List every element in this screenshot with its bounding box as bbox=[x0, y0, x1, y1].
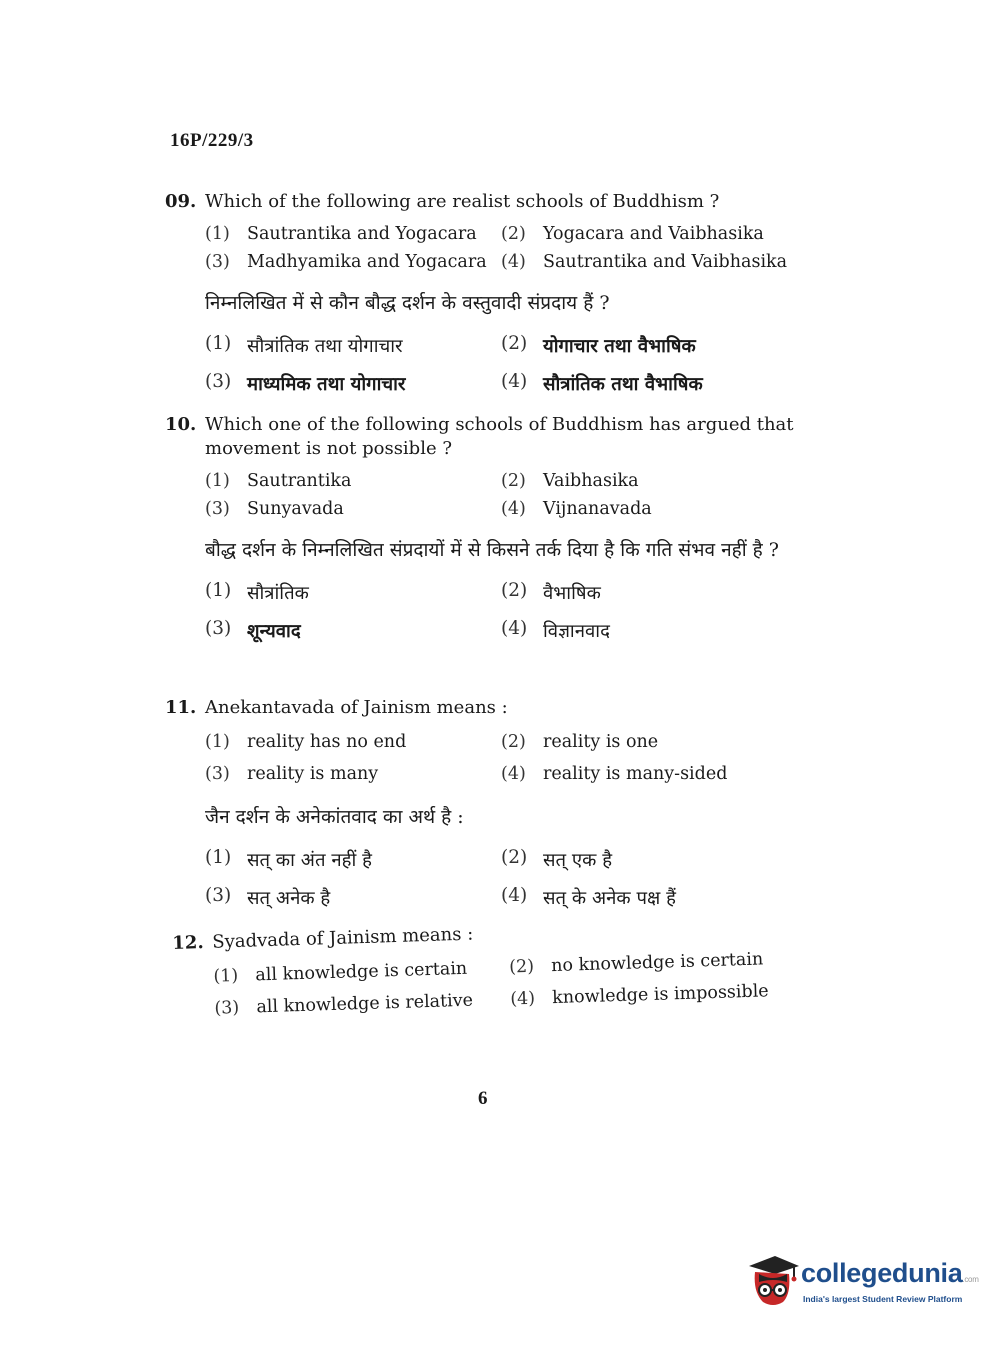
option-number: (1) bbox=[205, 332, 232, 354]
option-number: (2) bbox=[501, 224, 526, 244]
hindi-options bbox=[205, 573, 805, 649]
option-2 bbox=[501, 224, 797, 244]
option-number: (3) bbox=[214, 997, 240, 1019]
hindi-option-2 bbox=[501, 333, 797, 358]
option-text: सौत्रांतिक तथा योगाचार bbox=[247, 335, 403, 357]
options bbox=[205, 726, 805, 790]
option-text: Madhyamika and Yogacara bbox=[247, 252, 487, 272]
option-text: reality has no end bbox=[247, 732, 407, 752]
option-number: (1) bbox=[205, 471, 230, 491]
hindi-option-3 bbox=[205, 371, 501, 396]
collegedunia-logo bbox=[745, 1252, 979, 1312]
option-number: (1) bbox=[213, 965, 239, 987]
question-11 bbox=[165, 696, 805, 916]
option-number: (2) bbox=[501, 579, 528, 601]
option-4 bbox=[501, 499, 797, 519]
option-number: (4) bbox=[501, 252, 526, 272]
option-text: सत् के अनेक पक्ष हैं bbox=[543, 887, 676, 909]
question-10 bbox=[165, 413, 805, 649]
student-mascot-icon bbox=[745, 1252, 801, 1312]
option-text: विज्ञानवाद bbox=[543, 620, 610, 642]
options bbox=[213, 942, 815, 1025]
page-number: 6 bbox=[478, 1088, 488, 1109]
question-text: Syadvada of Jainism means : bbox=[212, 923, 474, 953]
logo-name: collegedunia bbox=[801, 1258, 963, 1288]
hindi-option-4 bbox=[501, 371, 797, 396]
hindi-option-1 bbox=[205, 580, 501, 605]
question-number: 11. bbox=[165, 697, 197, 718]
hindi-question-text: बौद्ध दर्शन के निम्नलिखित संप्रदायों में से किसने तर्क दिया है कि गति संभव नहीं है ? bbox=[205, 539, 779, 561]
option-number: (1) bbox=[205, 732, 230, 752]
hindi-options bbox=[205, 326, 805, 402]
option-number: (3) bbox=[205, 370, 232, 392]
option-number: (4) bbox=[501, 617, 528, 639]
options bbox=[205, 467, 805, 523]
option-text: Sunyavada bbox=[247, 499, 344, 519]
page-code: 16P/229/3 bbox=[170, 130, 254, 151]
option-text: Sautrantika bbox=[247, 471, 352, 491]
question-number: 10. bbox=[165, 414, 197, 435]
option-3 bbox=[205, 252, 501, 272]
option-text: Sautrantika and Vaibhasika bbox=[543, 252, 788, 272]
option-text: सौत्रांतिक तथा वैभाषिक bbox=[543, 373, 703, 395]
option-3 bbox=[205, 764, 501, 784]
option-text: reality is one bbox=[543, 732, 659, 752]
option-1 bbox=[205, 732, 501, 752]
option-number: (3) bbox=[205, 252, 230, 272]
option-text: सत् एक है bbox=[543, 849, 613, 871]
option-number: (2) bbox=[501, 471, 526, 491]
question-text: Which of the following are realist schools of Buddhism ? bbox=[205, 191, 720, 212]
option-text: Vijnanavada bbox=[543, 499, 652, 519]
option-text: Vaibhasika bbox=[543, 471, 639, 491]
option-text: सत् अनेक है bbox=[247, 887, 331, 909]
option-text: knowledge is impossible bbox=[551, 981, 769, 1009]
hindi-option-2 bbox=[501, 847, 797, 872]
option-3 bbox=[205, 499, 501, 519]
option-3 bbox=[214, 989, 510, 1018]
option-text: all knowledge is relative bbox=[256, 990, 474, 1018]
option-number: (2) bbox=[501, 732, 526, 752]
option-1 bbox=[205, 224, 501, 244]
option-number: (1) bbox=[205, 579, 232, 601]
option-1 bbox=[213, 957, 509, 986]
option-text: सौत्रांतिक bbox=[247, 582, 309, 604]
option-4 bbox=[510, 980, 806, 1009]
option-number: (2) bbox=[508, 956, 535, 978]
option-text: reality is many bbox=[247, 764, 379, 784]
option-number: (3) bbox=[205, 499, 230, 519]
option-text: all knowledge is certain bbox=[255, 958, 468, 986]
option-number: (1) bbox=[205, 846, 232, 868]
option-number: (3) bbox=[205, 617, 232, 639]
option-text: reality is many-sided bbox=[543, 764, 728, 784]
option-number: (1) bbox=[205, 224, 230, 244]
logo-tagline: India's largest Student Review Platform bbox=[803, 1294, 963, 1304]
option-1 bbox=[205, 471, 501, 491]
option-text: सत् का अंत नहीं है bbox=[247, 849, 372, 871]
question-09 bbox=[165, 190, 805, 402]
options bbox=[205, 220, 805, 276]
question-number: 12. bbox=[172, 932, 205, 954]
option-4 bbox=[501, 764, 797, 784]
option-text: योगाचार तथा वैभाषिक bbox=[543, 335, 696, 357]
option-text: no knowledge is certain bbox=[550, 949, 764, 977]
option-number: (2) bbox=[501, 332, 528, 354]
hindi-option-3 bbox=[205, 885, 501, 910]
option-number: (4) bbox=[501, 764, 526, 784]
hindi-option-3 bbox=[205, 618, 501, 643]
option-2 bbox=[509, 948, 805, 977]
hindi-options bbox=[205, 840, 805, 916]
option-number: (2) bbox=[501, 846, 528, 868]
option-number: (3) bbox=[205, 884, 232, 906]
question-text: Anekantavada of Jainism means : bbox=[205, 697, 508, 718]
option-number: (4) bbox=[501, 884, 528, 906]
option-number: (3) bbox=[205, 764, 230, 784]
option-number: (4) bbox=[501, 370, 528, 392]
hindi-question-text: जैन दर्शन के अनेकांतवाद का अर्थ है : bbox=[205, 806, 464, 828]
hindi-option-1 bbox=[205, 847, 501, 872]
logo-suffix: .com bbox=[962, 1275, 979, 1284]
hindi-question-text: निम्नलिखित में से कौन बौद्ध दर्शन के वस्तुवादी संप्रदाय हैं ? bbox=[205, 292, 610, 314]
option-text: शून्यवाद bbox=[247, 620, 301, 642]
logo-wordmark bbox=[801, 1258, 979, 1289]
hindi-option-1 bbox=[205, 333, 501, 358]
hindi-option-2 bbox=[501, 580, 797, 605]
hindi-option-4 bbox=[501, 618, 797, 643]
option-text: माध्यमिक तथा योगाचार bbox=[247, 373, 406, 395]
hindi-option-4 bbox=[501, 885, 797, 910]
option-2 bbox=[501, 471, 797, 491]
option-4 bbox=[501, 252, 797, 272]
question-text: Which one of the following schools of Buddhism has argued that movement is not possible ? bbox=[205, 414, 794, 459]
question-12 bbox=[172, 912, 815, 1026]
option-text: वैभाषिक bbox=[543, 582, 601, 604]
option-2 bbox=[501, 732, 797, 752]
option-text: Yogacara and Vaibhasika bbox=[543, 224, 764, 244]
option-number: (4) bbox=[509, 988, 536, 1010]
question-number: 09. bbox=[165, 191, 197, 212]
option-text: Sautrantika and Yogacara bbox=[247, 224, 477, 244]
option-number: (4) bbox=[501, 499, 526, 519]
